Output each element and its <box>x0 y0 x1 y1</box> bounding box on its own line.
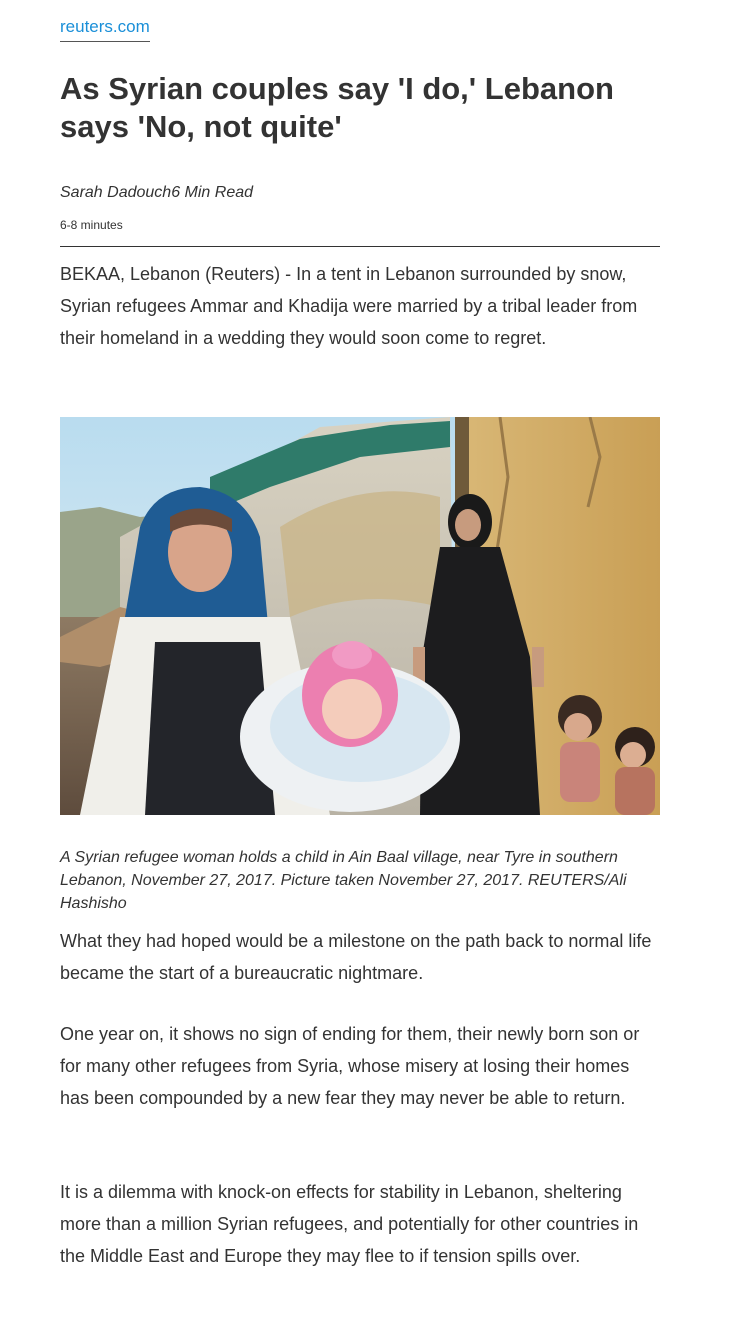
reading-time: 6-8 minutes <box>60 218 123 232</box>
photo-caption: A Syrian refugee woman holds a child in Ain Baal village, near Tyre in southern Lebanon, November 27, 2017. Picture taken November 27, 2017. REUTERS/Ali Hashisho <box>60 849 627 912</box>
article-paragraph: What they had hoped would be a milestone on the path back to normal life became the start of a bureaucratic nightmare. <box>60 931 652 983</box>
article-photo <box>60 417 660 815</box>
article-paragraph: It is a dilemma with knock-on effects for stability in Lebanon, sheltering more than a million Syrian refugees, and potentially for other countries in the Middle East and Europe they may flee to if tension spills over. <box>60 1182 639 1266</box>
article-paragraph: BEKAA, Lebanon (Reuters) - In a tent in Lebanon surrounded by snow, Syrian refugees Ammar and Khadija were married by a tribal leader from their homeland in a wedding they would soon come to regret. <box>60 264 638 348</box>
article-paragraph: One year on, it shows no sign of ending for them, their newly born son or for many other refugees from Syria, whose misery at losing their homes has been compounded by a new fear they may never be able to return. <box>60 1024 640 1108</box>
source-link[interactable]: reuters.com <box>60 16 150 42</box>
photo-illustration <box>60 417 660 815</box>
article-byline: Sarah Dadouch6 Min Read <box>60 184 254 201</box>
header-divider <box>60 246 660 247</box>
article-title: As Syrian couples say 'I do,' Lebanon says 'No, not quite' <box>60 71 614 144</box>
